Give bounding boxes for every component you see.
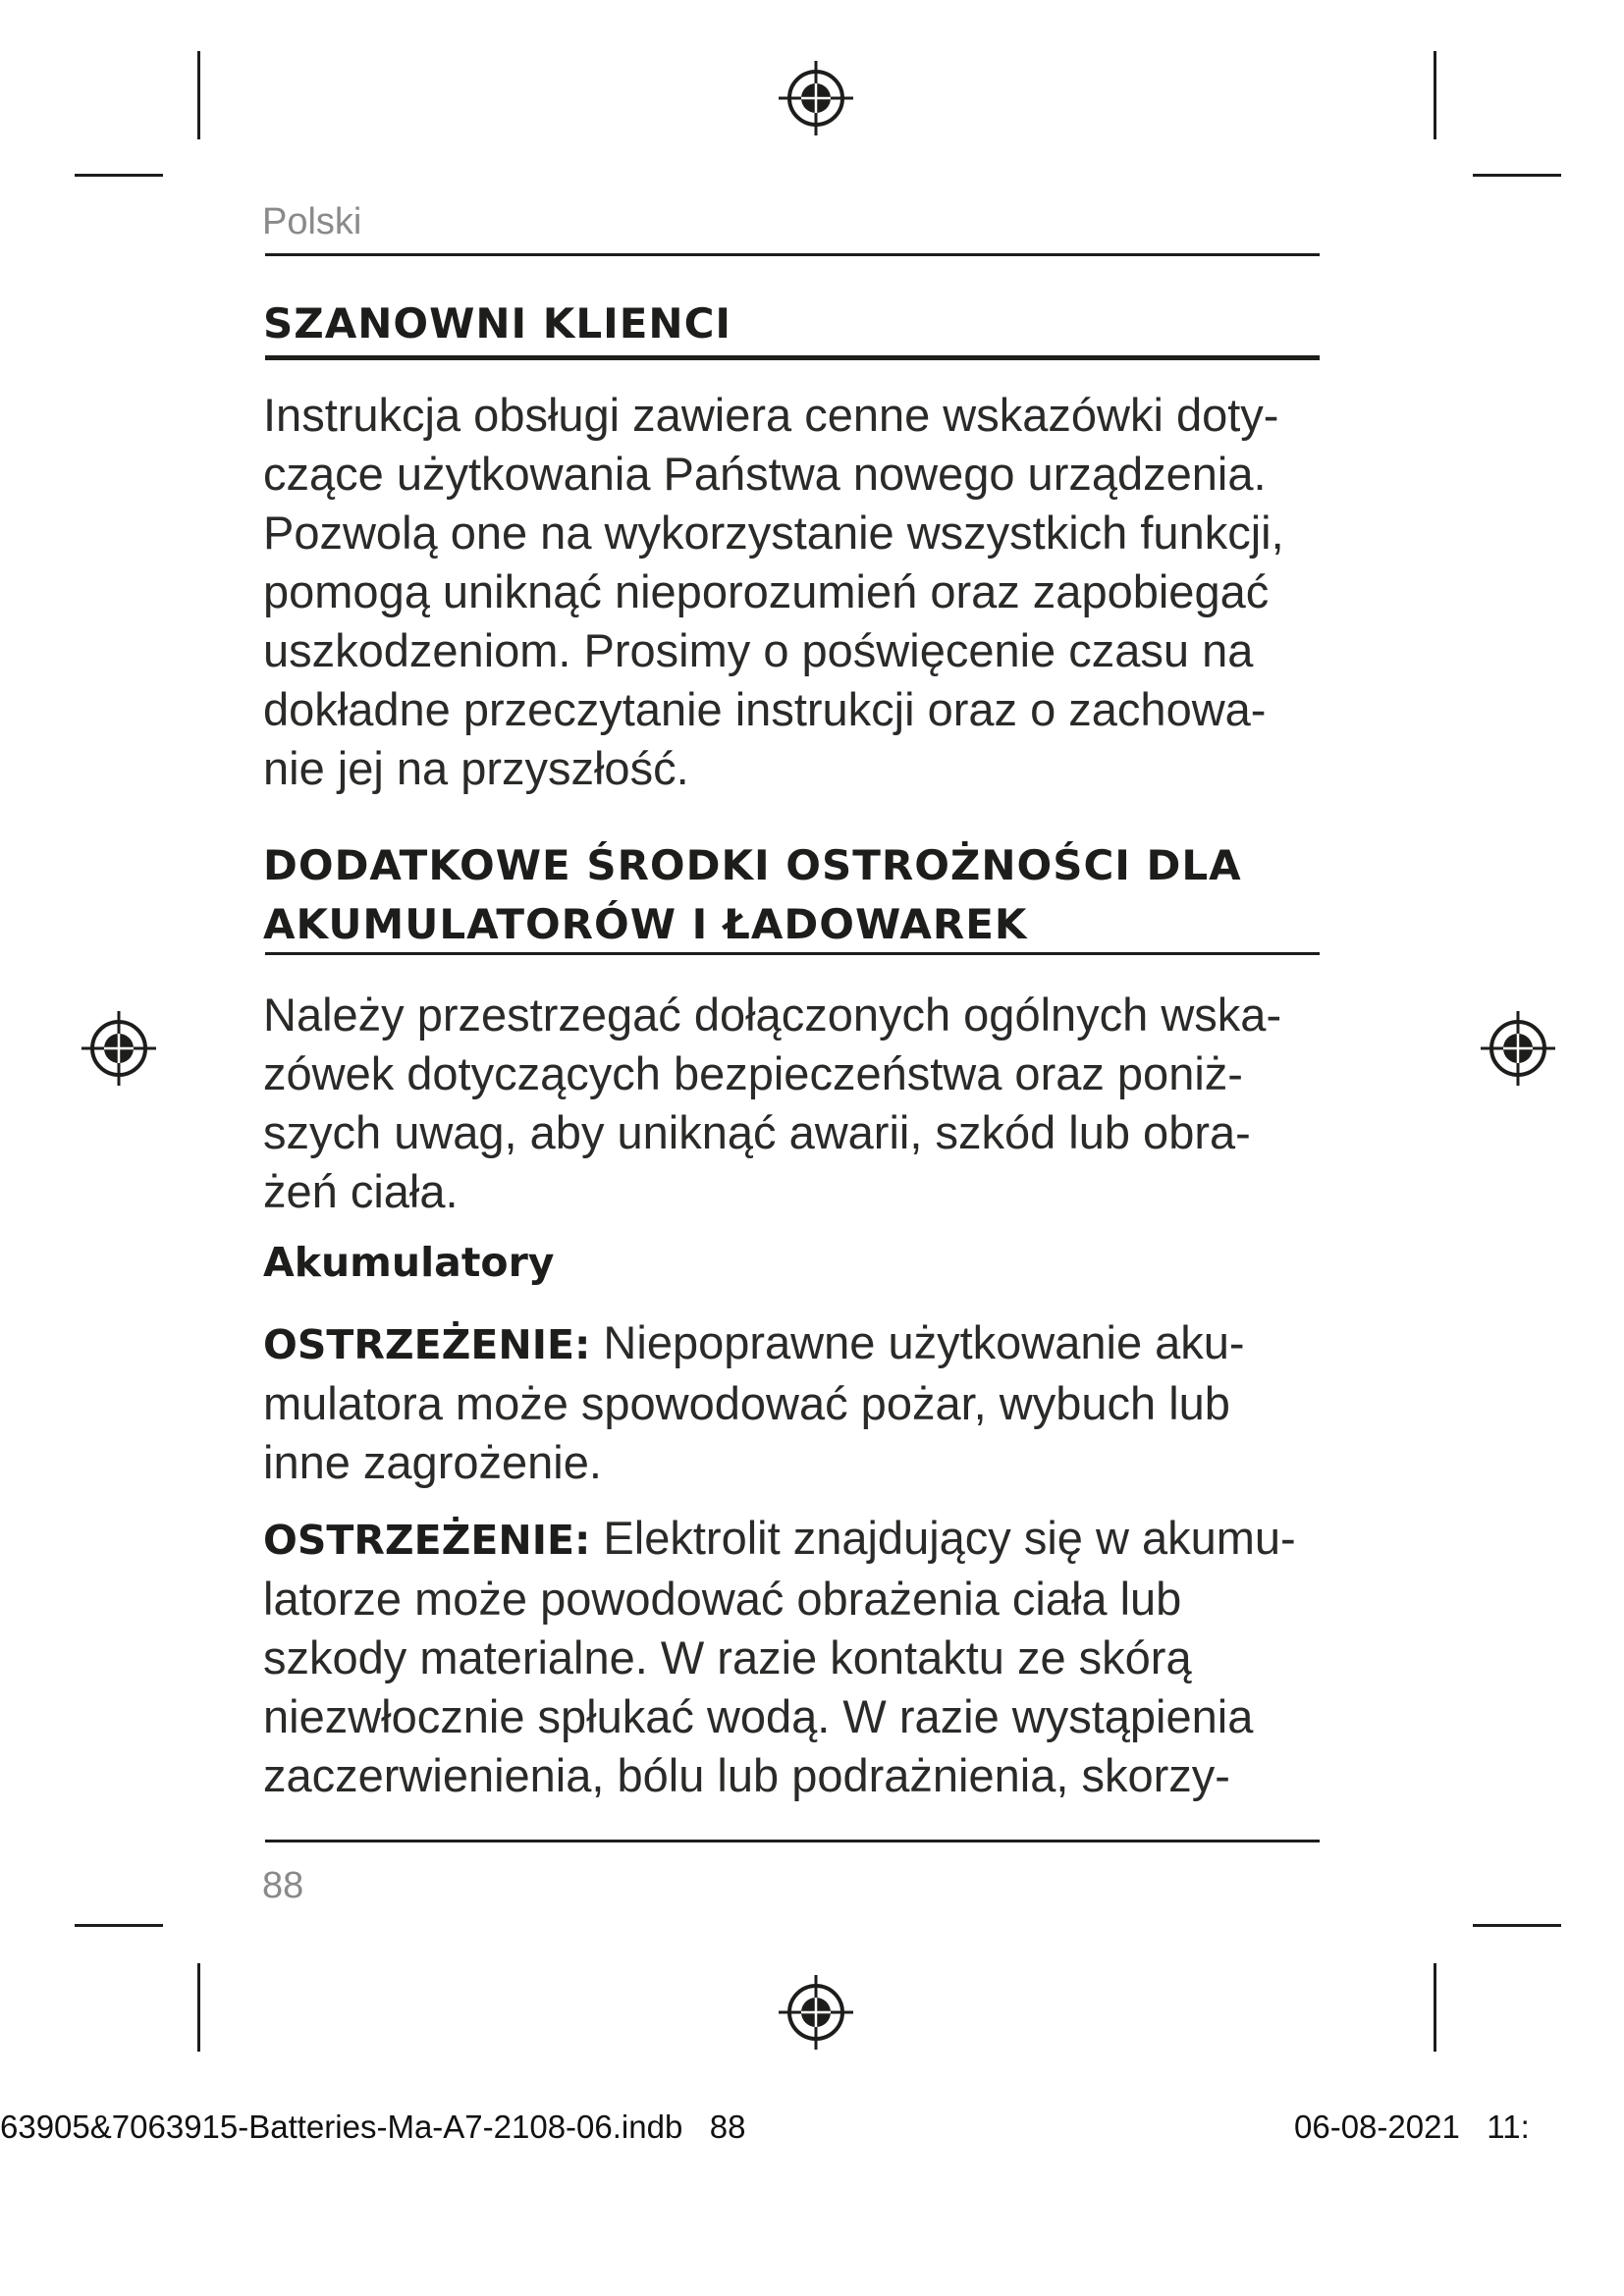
text-line: latorze może powodować obrażenia ciała lub: [263, 1573, 1182, 1625]
registration-mark-icon: [80, 1009, 158, 1088]
warning-first-line: [263, 1509, 1333, 1570]
crop-mark-bottom-left-h: [75, 1924, 163, 1927]
section-title-rule: [265, 952, 1320, 955]
crop-mark-top-right: [1434, 51, 1436, 139]
text-line: zaczerwienienia, bólu lub podrażnienia, skorzy-: [263, 1749, 1230, 1801]
crop-mark-bottom-right-h: [1473, 1924, 1561, 1927]
text-line: żeń ciała.: [263, 1165, 459, 1217]
warning-paragraph: [263, 1509, 1333, 1805]
text-line: Instrukcja obsługi zawiera cenne wskazówki doty-: [263, 389, 1279, 441]
text-line: szkody materialne. W razie kontaktu ze skórą: [263, 1631, 1192, 1683]
text-line: Należy przestrzegać dołączonych ogólnych wska-: [263, 988, 1282, 1041]
registration-mark-icon: [1479, 1009, 1557, 1088]
warning-first-line: [263, 1313, 1333, 1374]
text-line: zówek dotyczących bezpieczeństwa oraz poniż-: [263, 1047, 1243, 1099]
warning-paragraph: [263, 1313, 1333, 1492]
subsection-title-batteries: Akumulatory: [263, 1239, 555, 1286]
text-line: szych uwag, aby uniknąć awarii, szkód lub obra-: [263, 1106, 1251, 1158]
section-title-precautions-2: AKUMULATORÓW I ŁADOWAREK: [263, 900, 1028, 948]
crop-mark-top-left: [197, 51, 200, 139]
text-line: Pozwolą one na wykorzystanie wszystkich funkcji,: [263, 507, 1284, 559]
section-title-customers: SZANOWNI KLIENCI: [263, 299, 732, 347]
page-number: 88: [262, 1865, 304, 1906]
warning-label: OSTRZEŻENIE:: [263, 1517, 591, 1564]
crop-mark-top-right-h: [1473, 174, 1561, 177]
text-line: nie jej na przyszłość.: [263, 742, 689, 794]
slug-file-text: 63905&7063915-Batteries-Ma-A7-2108-06.indb 88: [0, 2109, 746, 2145]
registration-mark-icon: [777, 1973, 855, 2052]
warning-label: OSTRZEŻENIE:: [263, 1321, 591, 1368]
registration-mark-icon: [777, 59, 855, 137]
crop-mark-top-left-h: [75, 174, 163, 177]
intro-paragraph: [263, 386, 1333, 798]
section-title-rule: [265, 355, 1320, 360]
print-slug-date: [1294, 2109, 1624, 2146]
print-slug-file: [0, 2109, 746, 2146]
language-label: Polski: [262, 201, 362, 242]
text-line: czące użytkowania Państwa nowego urządzenia.: [263, 448, 1267, 500]
text-line: pomogą uniknąć nieporozumień oraz zapobiegać: [263, 565, 1270, 617]
text-line: inne zagrożenie.: [263, 1436, 602, 1488]
text-line: Niepoprawne użytkowanie aku-: [590, 1316, 1245, 1368]
text-line: niezwłocznie spłukać wodą. W razie wystąpienia: [263, 1690, 1254, 1742]
footer-rule: [265, 1840, 1320, 1842]
text-line: Elektrolit znajdujący się w akumu-: [590, 1512, 1296, 1564]
text-line: mulatora może spowodować pożar, wybuch lub: [263, 1377, 1230, 1429]
text-line: uszkodzeniom. Prosimy o poświęcenie czasu na: [263, 624, 1254, 676]
crop-mark-bottom-left: [197, 1963, 200, 2052]
crop-mark-bottom-right: [1434, 1963, 1436, 2052]
section-title-precautions-1: DODATKOWE ŚRODKI OSTROŻNOŚCI DLA: [263, 841, 1242, 889]
header-rule: [265, 253, 1320, 256]
precautions-paragraph: [263, 986, 1333, 1221]
text-line: dokładne przeczytanie instrukcji oraz o zachowa-: [263, 683, 1267, 735]
slug-date-text: 06-08-2021 11:: [1294, 2109, 1530, 2145]
